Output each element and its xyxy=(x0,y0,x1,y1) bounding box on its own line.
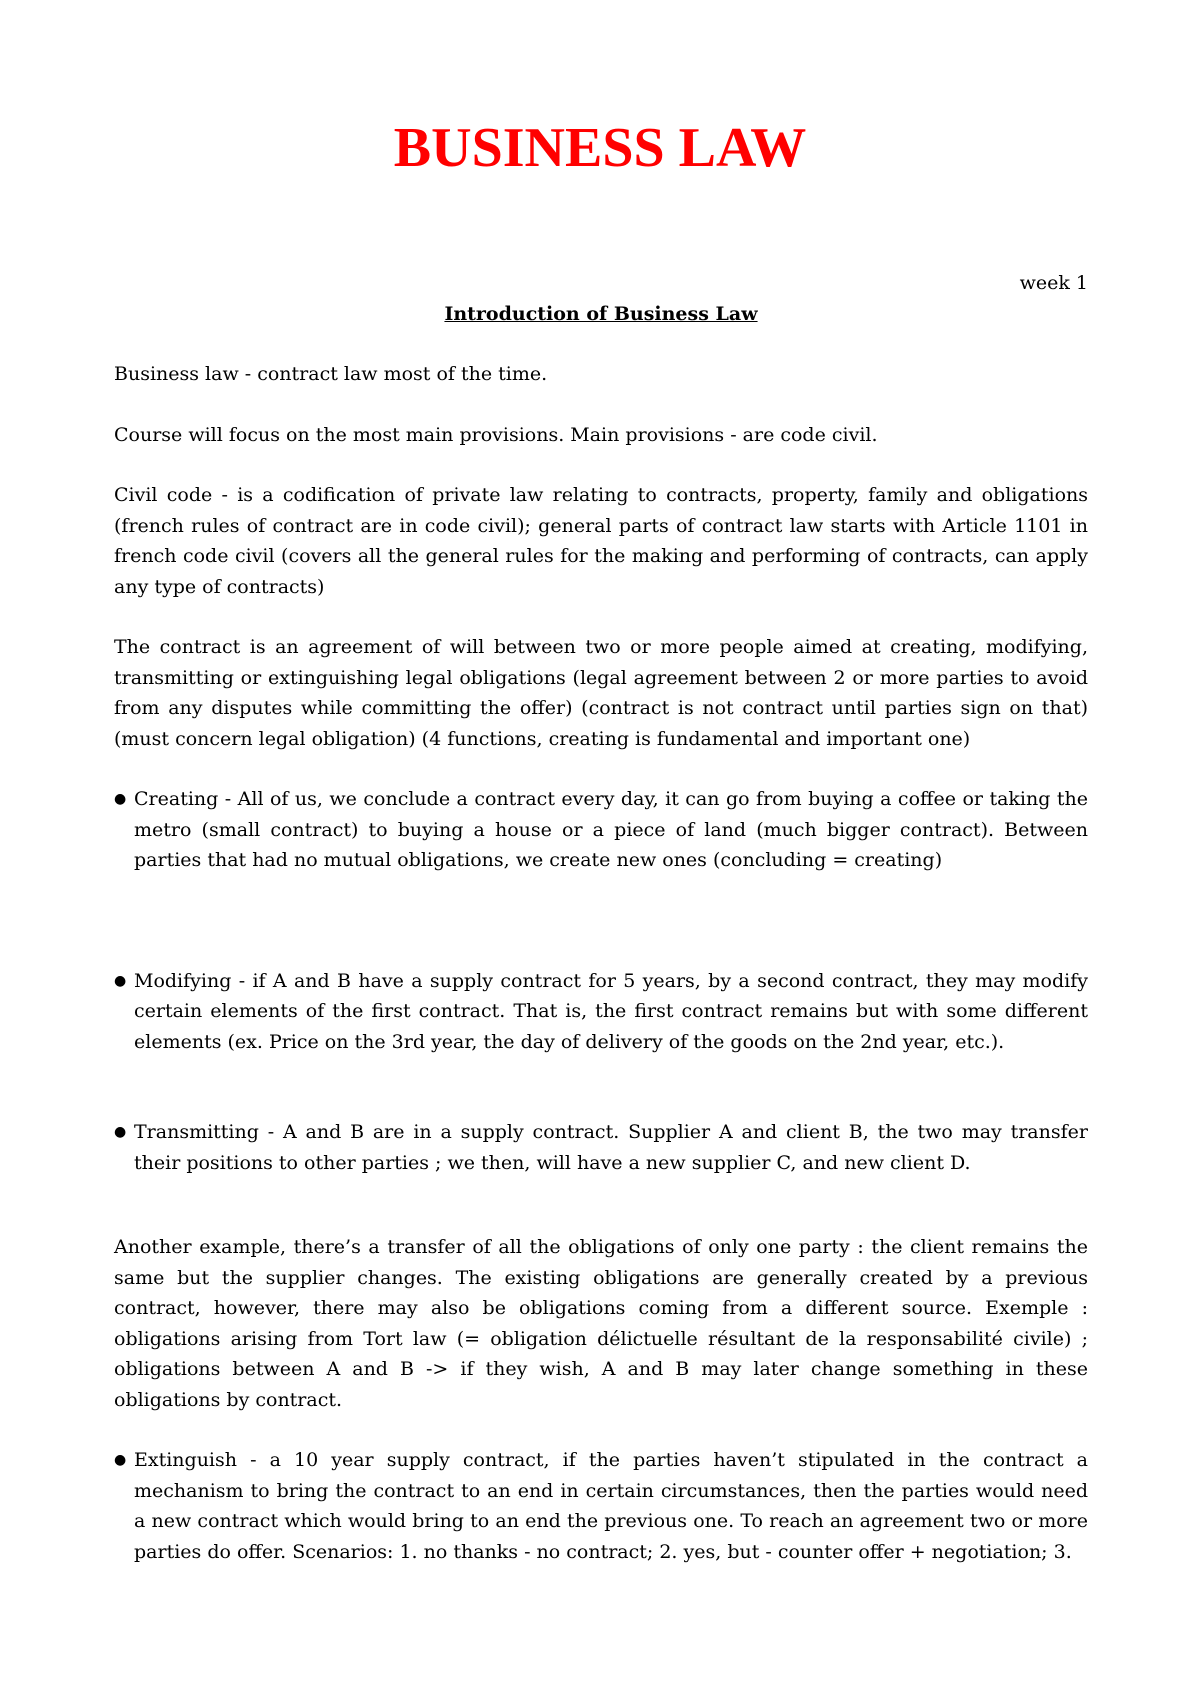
paragraph-course-focus: Course will focus on the most main provisions. Main provisions - are code civil. xyxy=(114,423,878,446)
list-item-text: Creating - All of us, we conclude a contract every day, it can go from buying a coffee or taking the metro (small contract) to buying a house or a piece of land (much bigger contract). Between parties that had no mutual obligations, we create new ones (concluding = creating) xyxy=(134,788,1088,871)
paragraph-contract-definition: The contract is an agreement of will between two or more people aimed at creating, modifying, transmitting or extinguishing legal obligations (legal agreement between 2 or more parties to avoid from any disputes while committing the offer) (contract is not contract until parties sign on that) (must concern legal obligation) (4 functions, creating is fundamental and important one) xyxy=(114,636,1088,750)
week-label: week 1 xyxy=(1019,272,1088,294)
list-item-text: Modifying - if A and B have a supply contract for 5 years, by a second contract, they may modify certain elements of the first contract. That is, the first contract remains but with some different elements (ex. Price on the 3rd year, the day of delivery of the goods on the 2nd year, etc.). xyxy=(134,969,1088,1053)
list-item-creating xyxy=(114,784,1088,876)
functions-list-continued xyxy=(114,1445,1088,1567)
bullet-icon: ● xyxy=(114,1452,127,1468)
document-title: BUSINESS LAW xyxy=(393,117,807,179)
list-item-extinguish xyxy=(114,1445,1088,1567)
paragraph-business-law: Business law - contract law most of the time. xyxy=(114,363,548,385)
list-item-modifying xyxy=(114,966,1088,1058)
list-item-text: Extinguish - a 10 year supply contract, if the parties haven’t stipulated in the contract a mechanism to bring the contract to an end in certain circumstances, then the parties would need a new contract which would bring to an end the previous one. To reach an agreement two or more parties do offer. Scenarios: 1. no thanks - no contract; 2. yes, but - counter offer + negotiation; 3. xyxy=(134,1449,1088,1563)
bullet-icon: ● xyxy=(114,791,127,807)
paragraph-another-example: Another example, there’s a transfer of all the obligations of only one party : the client remains the same but the supplier changes. The existing obligations are generally created by a previous contract, however, there may also be obligations coming from a different source. Exemple : obligations arising from Tort law (= obligation délictuelle résultant de la responsabilité civile) ; obligations between A and B -> if they wish, A and B may later change something in these obligations by contract. xyxy=(114,1236,1088,1411)
list-item-transmitting xyxy=(114,1117,1088,1178)
bullet-icon: ● xyxy=(114,1124,127,1140)
document-body xyxy=(114,268,1088,1567)
functions-list xyxy=(114,784,1088,1178)
list-item-text: Transmitting - A and B are in a supply contract. Supplier A and client B, the two may transfer their positions to other parties ; we then, will have a new supplier C, and new client D. xyxy=(134,1121,1088,1174)
section-heading: Introduction of Business Law xyxy=(444,302,758,325)
bullet-icon: ● xyxy=(114,972,127,989)
paragraph-civil-code: Civil code - is a codification of private law relating to contracts, property, family and obligations (french rules of contract are in code civil); general parts of contract law starts with Article 1101 in french code civil (covers all the general rules for the making and performing of contracts, can apply any type of contracts) xyxy=(114,484,1088,598)
